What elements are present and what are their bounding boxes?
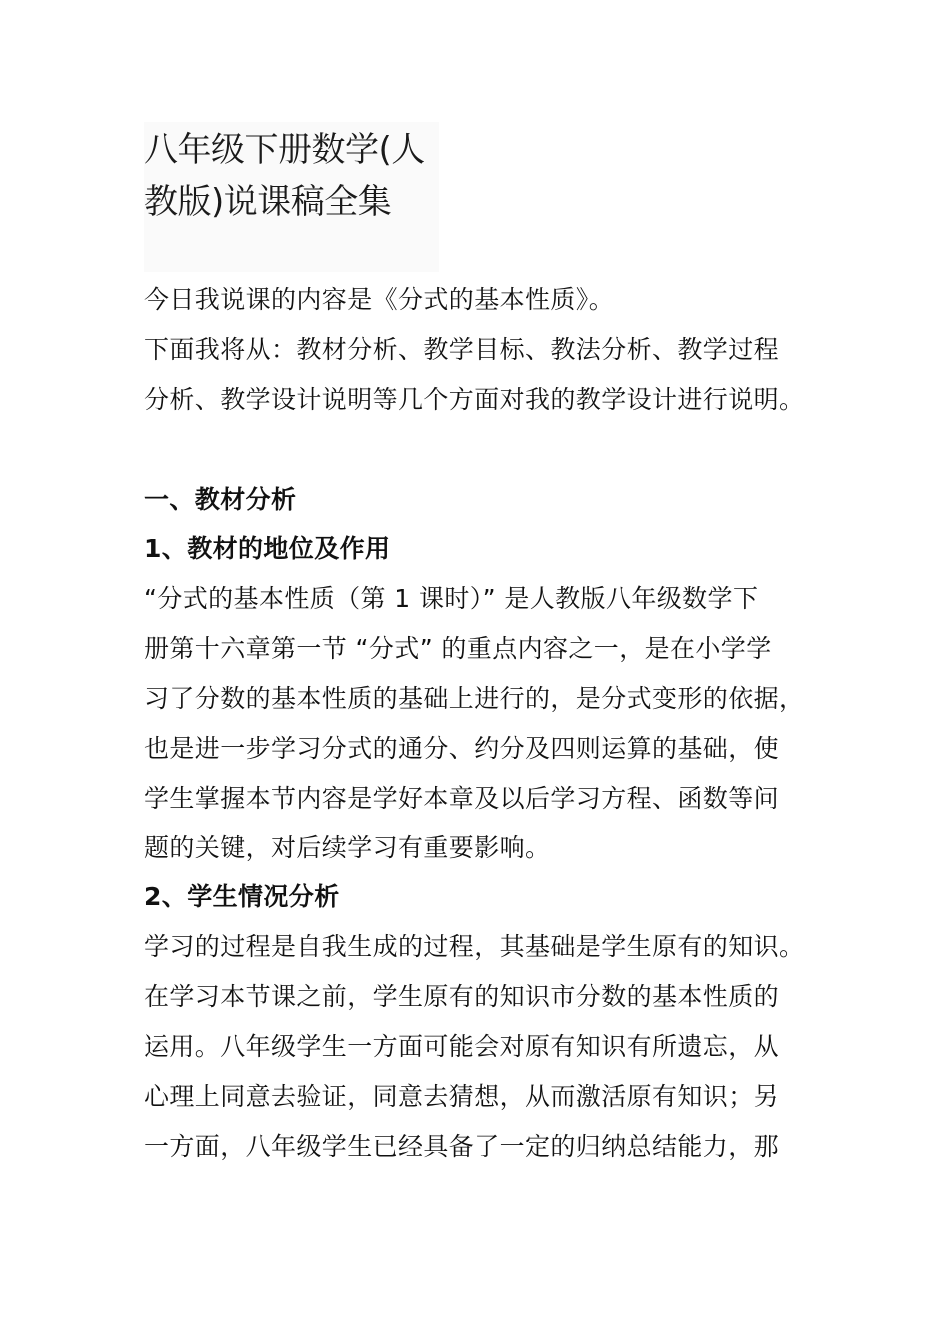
body-line: 习了分数的基本性质的基础上进行的，是分式变形的依据，	[144, 684, 805, 713]
intro-line: 下面我将从：教材分析、教学目标、教法分析、教学过程	[144, 335, 780, 364]
subsection-heading-2: 2、学生情况分析	[144, 882, 340, 911]
intro-line: 今日我说课的内容是《分式的基本性质》。	[144, 285, 615, 314]
body-line: 一方面，八年级学生已经具备了一定的归纳总结能力，那	[144, 1132, 780, 1161]
document-title-line-1: 八年级下册数学(人	[144, 130, 425, 170]
intro-line: 分析、教学设计说明等几个方面对我的教学设计进行说明。	[144, 385, 805, 414]
body-line: 学习的过程是自我生成的过程，其基础是学生原有的知识。	[144, 932, 805, 961]
document-title-line-2: 教版)说课稿全集	[144, 182, 392, 222]
body-line: 也是进一步学习分式的通分、约分及四则运算的基础，使	[144, 734, 780, 763]
subsection-heading-1: 1、教材的地位及作用	[144, 534, 391, 563]
body-line: 题的关键，对后续学习有重要影响。	[144, 833, 551, 862]
body-line: 运用。八年级学生一方面可能会对原有知识有所遗忘，从	[144, 1032, 780, 1061]
body-line: “分式的基本性质（第 1 课时）” 是人教版八年级数学下	[144, 584, 759, 613]
section-heading: 一、教材分析	[144, 485, 297, 514]
body-line: 在学习本节课之前，学生原有的知识市分数的基本性质的	[144, 982, 780, 1011]
body-line: 学生掌握本节内容是学好本章及以后学习方程、函数等问	[144, 784, 780, 813]
body-line: 册第十六章第一节 “分式” 的重点内容之一，是在小学学	[144, 634, 772, 663]
body-line: 心理上同意去验证，同意去猜想，从而激活原有知识；另	[144, 1082, 780, 1111]
